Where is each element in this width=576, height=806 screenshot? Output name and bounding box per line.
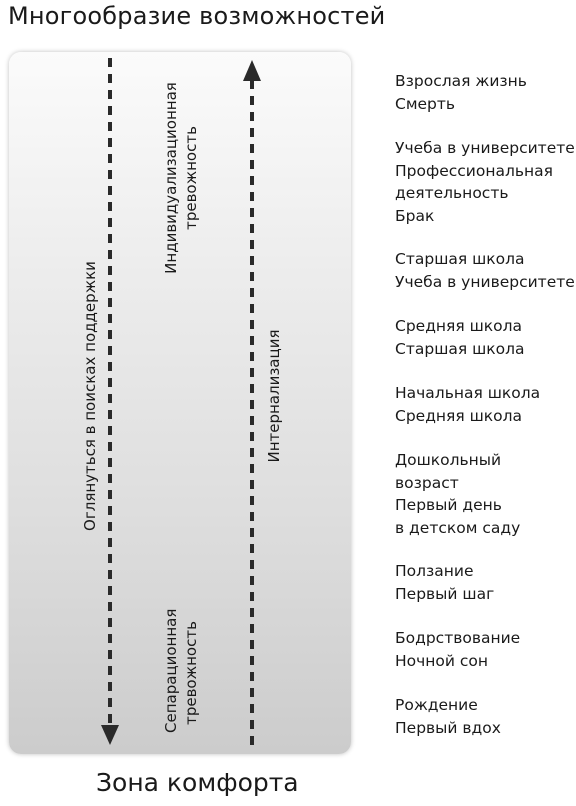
stage-line: Первый вдох — [395, 718, 501, 737]
stage-line: Дошкольный — [395, 451, 502, 469]
stage-middle-school — [395, 315, 525, 360]
down-arrow-head — [101, 725, 119, 745]
stage-crawling — [395, 560, 494, 605]
comfort-zone-label: Зона комфорта — [96, 768, 299, 797]
stage-high-school — [395, 248, 575, 293]
stage-line: Старшая школа — [395, 339, 525, 358]
individuation-anxiety-line2: тревожность — [182, 126, 200, 230]
stage-line: Профессиональная — [395, 161, 553, 180]
stage-line: Учеба в университете — [395, 139, 575, 157]
up-arrow-head — [243, 60, 261, 81]
stage-line: Ночной сон — [395, 651, 489, 670]
stage-line: Рождение — [395, 696, 478, 714]
up-arrow-label: Интернализация — [265, 329, 283, 463]
stage-line: Ползание — [395, 562, 474, 580]
stage-adulthood — [395, 70, 527, 115]
stage-line: Первый день — [395, 496, 502, 514]
stage-line: Учеба в университете — [395, 272, 575, 291]
stage-line: Старшая школа — [395, 250, 525, 268]
down-arrow-label: Оглянуться в поисках поддержки — [81, 261, 99, 531]
separation-anxiety-label — [161, 608, 201, 733]
individuation-anxiety-line1: Индивидуализационная — [162, 82, 180, 274]
stage-birth — [395, 694, 501, 739]
stage-wakefulness — [395, 627, 520, 672]
stage-line: Начальная школа — [395, 384, 541, 402]
stage-line: деятельность — [395, 184, 509, 202]
diagram-title: Многообразие возможностей — [8, 2, 386, 30]
stage-university — [395, 137, 575, 227]
separation-anxiety-line1: Сепарационная — [162, 608, 180, 733]
stage-line: Бодрствование — [395, 629, 521, 647]
individuation-anxiety-label — [161, 78, 201, 278]
stage-line: Брак — [395, 206, 435, 225]
stage-line: Средняя школа — [395, 406, 523, 425]
stage-line: Средняя школа — [395, 317, 523, 335]
stage-line: Смерть — [395, 94, 456, 113]
stage-primary-school — [395, 382, 540, 427]
stage-line: Первый шаг — [395, 584, 495, 603]
stage-line: Взрослая жизнь — [395, 72, 527, 90]
stage-line: в детском саду — [395, 518, 521, 537]
stage-preschool — [395, 449, 520, 539]
separation-anxiety-line2: тревожность — [182, 621, 200, 725]
stage-line: возраст — [395, 473, 459, 492]
